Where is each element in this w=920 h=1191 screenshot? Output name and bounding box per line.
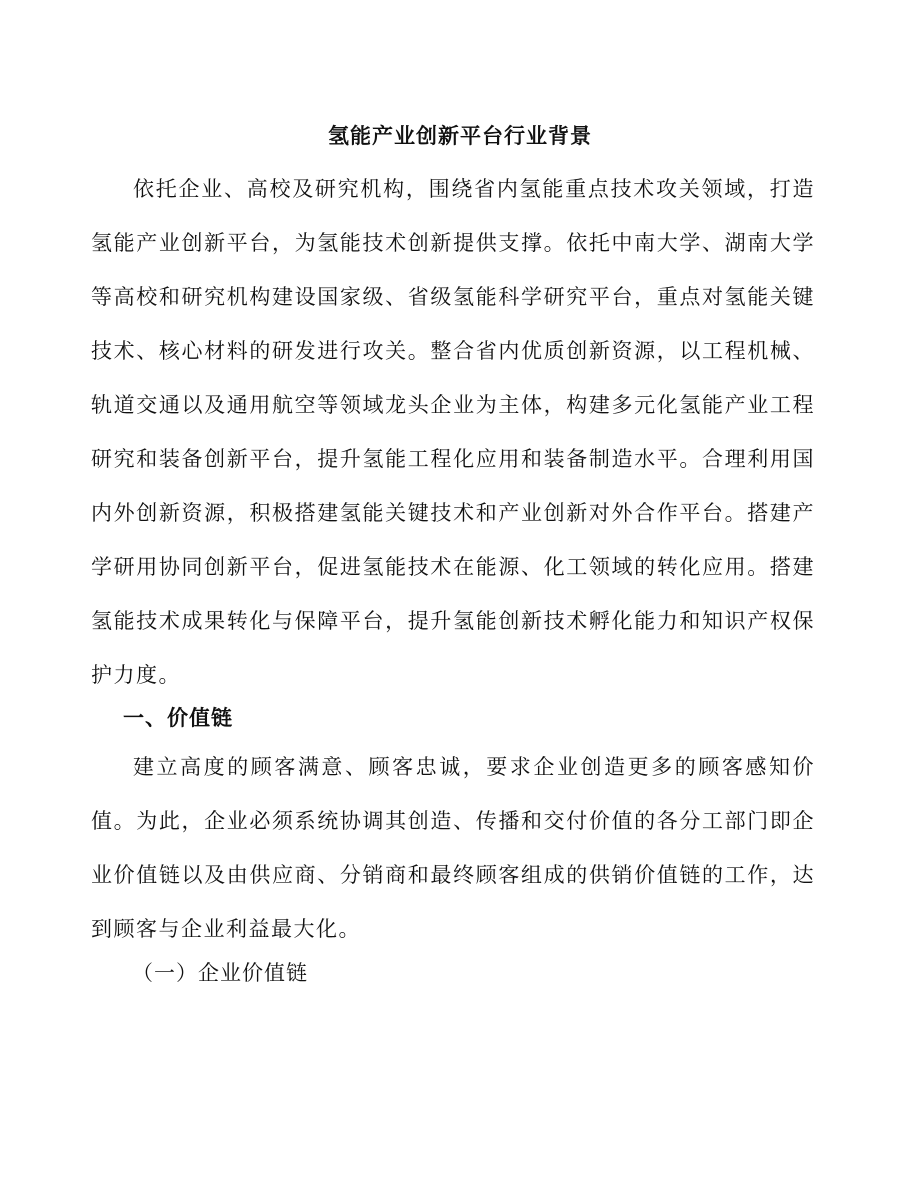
section-heading-value-chain: 一、价值链 [123, 706, 233, 730]
subsection-heading-enterprise-value-chain: （一）企业价值链 [132, 961, 308, 985]
body-paragraph-2: 建立高度的顾客满意、顾客忠诚，要求企业创造更多的顾客感知价值。为此，企业必须系统协调其创造、传播和交付价值的各分工部门即企业价值链以及由供应商、分销商和最终顾客组成的供销价值链的工作，达到顾客与企业利益最大化。 [91, 755, 815, 941]
document-title: 氢能产业创新平台行业背景 [328, 124, 592, 148]
body-paragraph-1: 依托企业、高校及研究机构，围绕省内氢能重点技术攻关领域，打造氢能产业创新平台，为氢能技术创新提供支撑。依托中南大学、湖南大学等高校和研究机构建设国家级、省级氢能科学研究平台，重点对氢能关键技术、核心材料的研发进行攻关。整合省内优质创新资源，以工程机械、轨道交通以及通用航空等领域龙头企业为主体，构建多元化氢能产业工程研究和装备创新平台，提升氢能工程化应用和装备制造水平。合理利用国内外创新资源，积极搭建氢能关键技术和产业创新对外合作平台。搭建产学研用协同创新平台，促进氢能技术在能源、化工领域的转化应用。搭建氢能技术成果转化与保障平台，提升氢能创新技术孵化能力和知识产权保护力度。 [91, 177, 815, 687]
